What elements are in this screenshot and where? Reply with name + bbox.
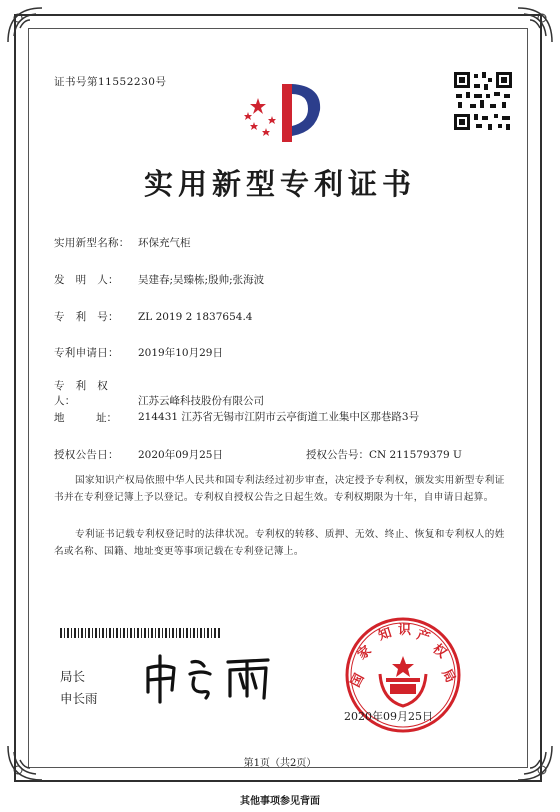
field-value: 2020年09月25日 xyxy=(138,449,223,461)
page-number: 第1页（共2页） xyxy=(243,758,317,769)
field-patent-number xyxy=(54,309,252,324)
footer-note: 其他事项参见背面 xyxy=(240,796,320,807)
field-patentee xyxy=(54,378,264,408)
field-label: 发 明 人： xyxy=(54,274,119,286)
legal-status-paragraph: 专利证书记载专利权登记时的法律状况。专利权的转移、质押、无效、终止、恢复和专利权人的姓名或名称、国籍、地址变更等事项记载在专利登记簿上。 xyxy=(54,529,505,557)
barcode-icon xyxy=(60,623,222,633)
field-label: 专 利 权 人： xyxy=(54,380,119,407)
field-application-date xyxy=(54,345,223,360)
svg-text:产: 产 xyxy=(414,627,432,646)
field-label: 专 利 号： xyxy=(54,311,119,323)
field-label: 授权公告日： xyxy=(54,449,119,461)
field-grant-date xyxy=(54,447,223,462)
svg-text:知: 知 xyxy=(376,625,394,644)
grant-statement-paragraph: 国家知识产权局依照中华人民共和国专利法经过初步审查，决定授予专利权，颁发实用新型专利证书并在专利登记簿上予以登记。专利权自授权公告之日起生效。专利权期限为十年，自申请日起算。 xyxy=(54,475,505,503)
corner-ornament-top-right xyxy=(516,6,554,44)
director-title: 局长 xyxy=(60,669,86,684)
qr-code-icon xyxy=(452,70,514,132)
field-inventors xyxy=(54,272,264,287)
handwritten-signature xyxy=(140,648,290,704)
patent-office-emblem-icon xyxy=(236,76,328,146)
svg-text:国: 国 xyxy=(348,671,368,690)
svg-text:家: 家 xyxy=(354,643,375,664)
field-value: 环保充气柜 xyxy=(138,237,191,249)
svg-text:识: 识 xyxy=(398,623,412,638)
field-value: 江苏云峰科技股份有限公司 xyxy=(138,395,264,407)
svg-text:权: 权 xyxy=(429,641,450,662)
seal-date: 2020年09月25日 xyxy=(344,710,433,723)
field-label: 实用新型名称： xyxy=(54,237,130,249)
field-value: 2019年10月29日 xyxy=(138,347,223,359)
field-label: 专利申请日： xyxy=(54,347,119,359)
field-value: 吴建春;吴臻栋;殷帅;张海波 xyxy=(138,274,265,286)
corner-ornament-top-left xyxy=(6,6,44,44)
certificate-title: 实用新型专利证书 xyxy=(143,167,416,201)
field-address-value: 214431 江苏省无锡市江阴市云亭街道工业集中区那巷路3号 xyxy=(138,411,420,423)
field-address-label: 地 址： xyxy=(54,412,117,424)
field-utility-model-name xyxy=(54,235,191,250)
field-label: 授权公告号： xyxy=(306,449,369,461)
field-publication-number xyxy=(306,447,462,462)
field-value: CN 211579379 U xyxy=(369,449,462,461)
certificate-number: 证书号第11552230号 xyxy=(54,76,167,88)
svg-text:局: 局 xyxy=(438,666,458,686)
director-name: 申长雨 xyxy=(60,691,98,706)
field-value: ZL 2019 2 1837654.4 xyxy=(138,311,253,323)
